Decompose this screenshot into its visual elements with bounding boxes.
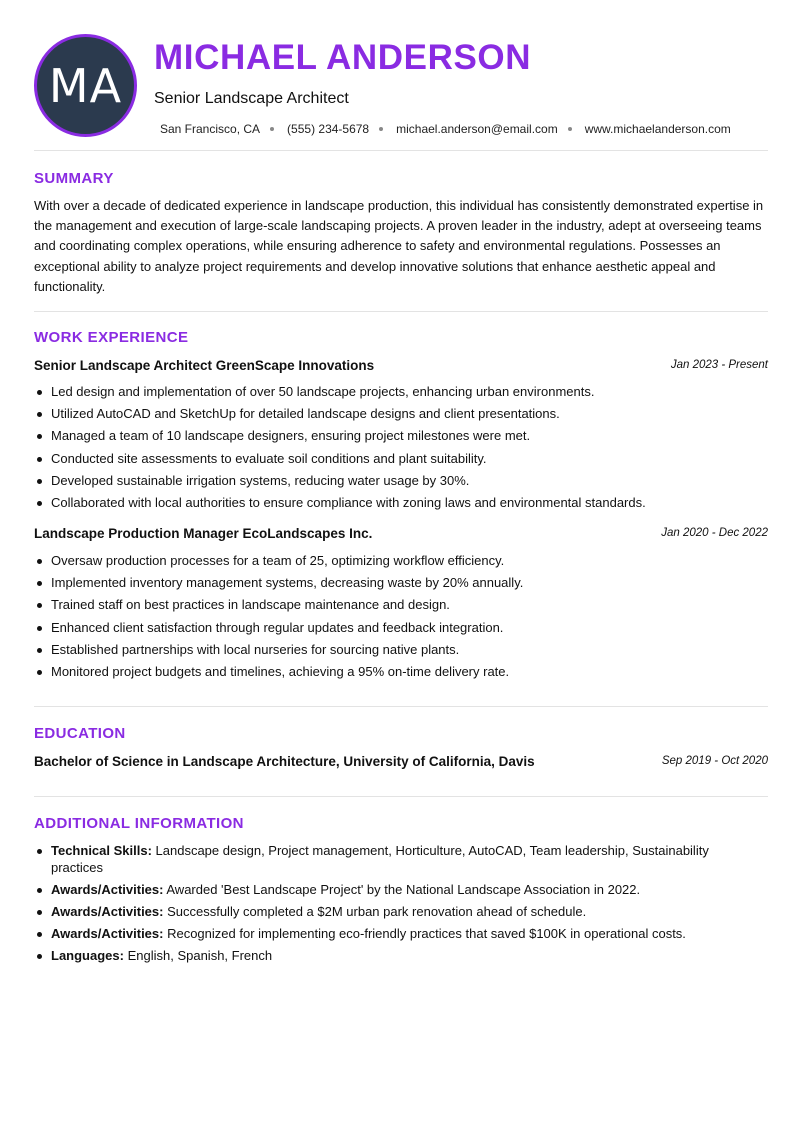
list-item: Conducted site assessments to evaluate soil conditions and plant suitability.: [34, 451, 768, 473]
candidate-name: MICHAEL ANDERSON: [154, 38, 532, 77]
list-item: Monitored project budgets and timelines, achieving a 95% on-time delivery rate.: [34, 664, 768, 686]
list-item: [34, 926, 768, 943]
list-item: [34, 904, 768, 921]
list-item: Trained staff on best practices in landscape maintenance and design.: [34, 597, 768, 619]
contact-phone: (555) 234-5678: [287, 122, 370, 136]
separator-dot: [379, 127, 383, 131]
job-dates: Jan 2020 - Dec 2022: [661, 527, 768, 539]
job-role: Senior Landscape Architect GreenScape Innovations: [34, 358, 375, 373]
item-text: Successfully completed a $2M urban park renovation ahead of schedule.: [163, 903, 587, 919]
candidate-title: Senior Landscape Architect: [154, 90, 349, 107]
list-item: Implemented inventory management systems, decreasing waste by 20% annually.: [34, 575, 768, 597]
item-text: Awarded 'Best Landscape Project' by the National Landscape Association in 2022.: [163, 881, 641, 897]
item-label: Awards/Activities:: [51, 925, 164, 941]
education-heading: EDUCATION: [34, 725, 126, 742]
contact-email[interactable]: michael.anderson@email.com: [396, 122, 558, 136]
section-divider: [34, 311, 768, 312]
additional-heading: ADDITIONAL INFORMATION: [34, 815, 244, 832]
education-entry: [34, 754, 768, 772]
list-item: [34, 948, 768, 965]
experience-heading: WORK EXPERIENCE: [34, 329, 189, 346]
avatar: [34, 34, 137, 137]
item-label: Languages:: [51, 947, 124, 963]
item-label: Technical Skills:: [51, 843, 152, 858]
list-item: Oversaw production processes for a team of 25, optimizing workflow efficiency.: [34, 553, 768, 575]
list-item: Established partnerships with local nurseries for sourcing native plants.: [34, 642, 768, 664]
summary-heading: SUMMARY: [34, 170, 114, 187]
contact-location: San Francisco, CA: [160, 122, 261, 136]
job-header: [34, 526, 768, 544]
job-bullets: [34, 553, 768, 686]
section-divider: [34, 150, 768, 151]
list-item: Developed sustainable irrigation systems, reducing water usage by 30%.: [34, 473, 768, 495]
item-label: Awards/Activities:: [51, 903, 164, 919]
job-bullets: [34, 384, 768, 517]
contact-website[interactable]: www.michaelanderson.com: [584, 122, 731, 136]
contact-info: [160, 122, 731, 136]
list-item: Led design and implementation of over 50 landscape projects, enhancing urban environments.: [34, 384, 768, 406]
additional-list: [34, 843, 768, 970]
item-text: Recognized for implementing eco-friendly practices that saved $100K in operational costs.: [163, 925, 686, 941]
job-dates: Jan 2023 - Present: [670, 359, 768, 371]
list-item: Enhanced client satisfaction through regular updates and feedback integration.: [34, 620, 768, 642]
item-text: English, Spanish, French: [123, 947, 273, 963]
list-item: [34, 882, 768, 899]
item-label: Awards/Activities:: [51, 881, 164, 897]
job-header: [34, 358, 768, 376]
education-dates: Sep 2019 - Oct 2020: [661, 755, 768, 767]
separator-dot: [270, 127, 274, 131]
section-divider: [34, 796, 768, 797]
list-item: [34, 843, 734, 876]
separator-dot: [568, 127, 572, 131]
list-item: Managed a team of 10 landscape designers, ensuring project milestones were met.: [34, 428, 768, 450]
avatar-initials: MA: [48, 58, 123, 113]
list-item: Collaborated with local authorities to ensure compliance with zoning laws and environmental standards.: [34, 495, 768, 517]
list-item: Utilized AutoCAD and SketchUp for detailed landscape designs and client presentations.: [34, 406, 768, 428]
job-role: Landscape Production Manager EcoLandscapes Inc.: [34, 526, 373, 541]
degree: Bachelor of Science in Landscape Architecture, University of California, Davis: [34, 754, 535, 769]
item-text: Landscape design, Project management, Horticulture, AutoCAD, Team leadership, Sustainability practices: [51, 843, 709, 875]
summary-text: With over a decade of dedicated experience in landscape production, this individual has consistently demonstrated expertise in the management and execution of large-scale landscaping projects. A proven leader in the industry, adept at overseeing teams and coordinating complex operations, while ensuring adherence to safety and environmental regulations. Possesses an exceptional ability to analyze project requirements and develop innovative solutions that enhance aesthetic appeal and functionality.: [34, 198, 764, 294]
resume-header: [34, 34, 768, 138]
section-divider: [34, 706, 768, 707]
